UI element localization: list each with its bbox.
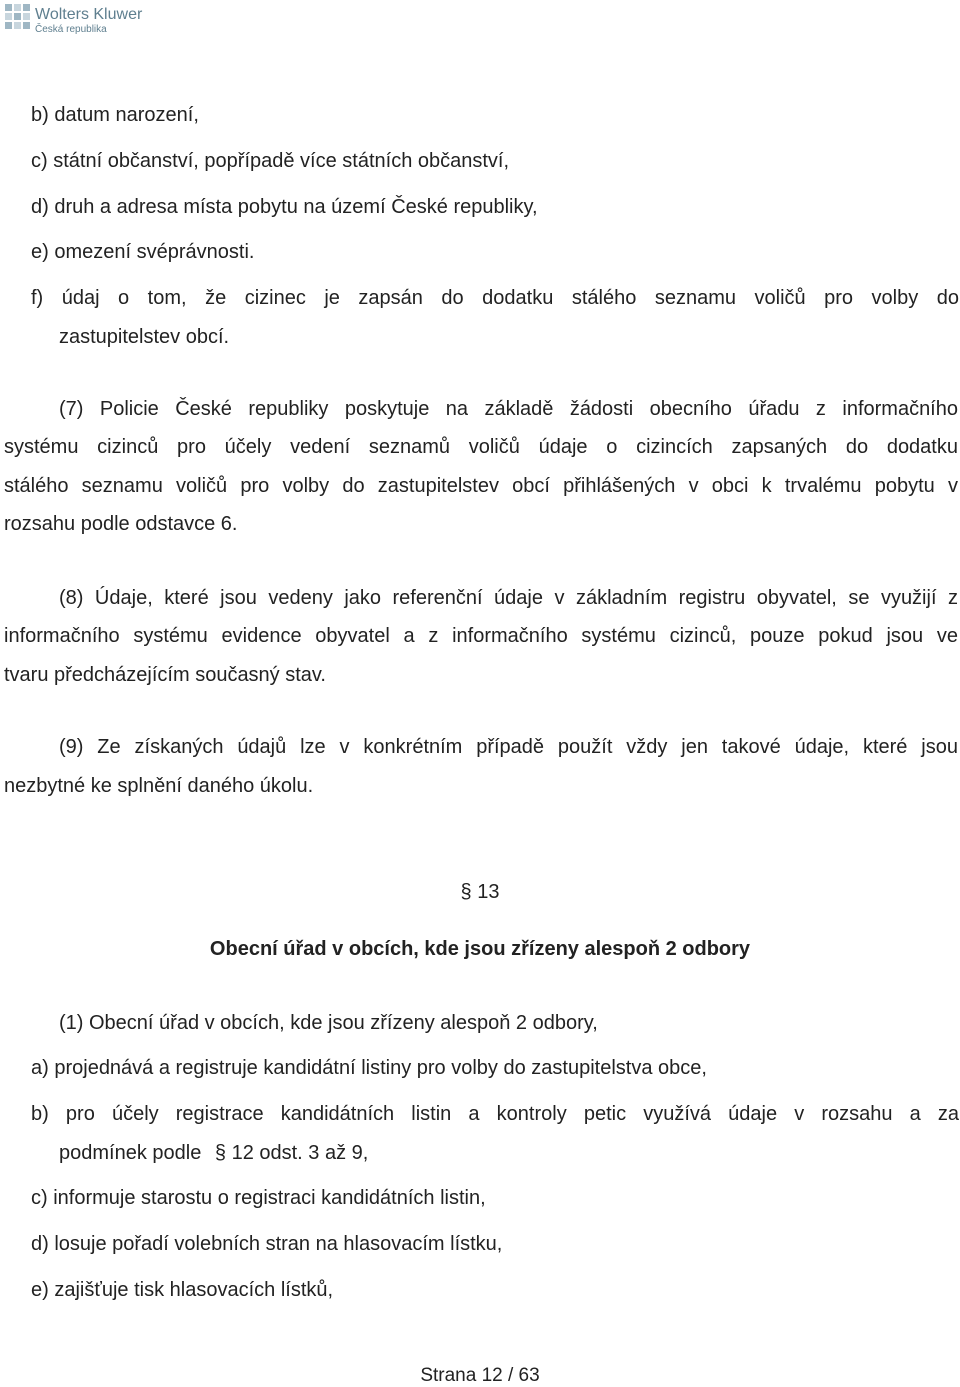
logo-brand-text: Wolters Kluwer <box>35 6 143 23</box>
section-item-b-text: podmínek podle <box>59 1142 202 1164</box>
section-symbol: § <box>460 881 472 903</box>
list-item-e: e) omezení svéprávnosti. <box>31 241 255 263</box>
list-item-d: d) druh a adresa místa pobytu na území České republiky, <box>31 196 538 218</box>
para7-line4: rozsahu podle odstavce 6. <box>4 513 238 535</box>
list-item-f-line1: f) údaj o tom, že cizinec je zapsán do dodatku stálého seznamu voličů pro volby do <box>31 287 959 309</box>
section-item-b-line2 <box>59 1141 368 1165</box>
section-number <box>0 880 960 904</box>
section-item-b-ref: 12 odst. 3 až 9, <box>231 1142 369 1164</box>
para7-line1: (7) Policie České republiky poskytuje na základě žádosti obecního úřadu z informačního <box>59 398 958 420</box>
para7-line2: systému cizinců pro účely vedení seznamů voličů údaje o cizincích zapsaných do dodatku <box>4 436 958 458</box>
section-item-b-symbol: § <box>214 1142 227 1164</box>
list-item-c: c) státní občanství, popřípadě více státních občanství, <box>31 150 510 172</box>
section-item-d: d) losuje pořadí volebních stran na hlasovacím lístku, <box>31 1233 503 1255</box>
section-intro: (1) Obecní úřad v obcích, kde jsou zřízeny alespoň 2 odbory, <box>59 1012 598 1034</box>
para9-line1: (9) Ze získaných údajů lze v konkrétním případě použít vždy jen takové údaje, které jsou <box>59 736 958 758</box>
list-item-f-line2: zastupitelstev obcí. <box>59 326 230 348</box>
section-item-e: e) zajišťuje tisk hlasovacích lístků, <box>31 1279 334 1301</box>
section-title: Obecní úřad v obcích, kde jsou zřízeny alespoň 2 odbory <box>209 938 751 960</box>
logo-mark-icon <box>5 4 31 30</box>
logo-subtitle: Česká republika <box>35 24 107 35</box>
para8-line2: informačního systému evidence obyvatel a z informačního systému cizinců, pouze pokud jsou ve <box>4 625 958 647</box>
page-number: Strana 12 / 63 <box>420 1365 540 1386</box>
para8-line3: tvaru předcházejícím současný stav. <box>4 664 326 686</box>
list-item-b: b) datum narození, <box>31 104 199 126</box>
para9-line2: nezbytné ke splnění daného úkolu. <box>4 775 314 797</box>
section-item-c: c) informuje starostu o registraci kandidátních listin, <box>31 1187 486 1209</box>
section-number-value: 13 <box>477 881 500 903</box>
section-item-b-line1: b) pro účely registrace kandidátních listin a kontroly petic využívá údaje v rozsahu a za <box>31 1103 959 1125</box>
section-item-a: a) projednává a registruje kandidátní listiny pro volby do zastupitelstva obce, <box>31 1057 707 1079</box>
para7-line3: stálého seznamu voličů pro volby do zastupitelstev obcí přihlášených v obci k trvalému pobytu v <box>4 475 958 497</box>
para8-line1: (8) Údaje, které jsou vedeny jako referenční údaje v základním registru obyvatel, se využijí z <box>59 587 958 609</box>
